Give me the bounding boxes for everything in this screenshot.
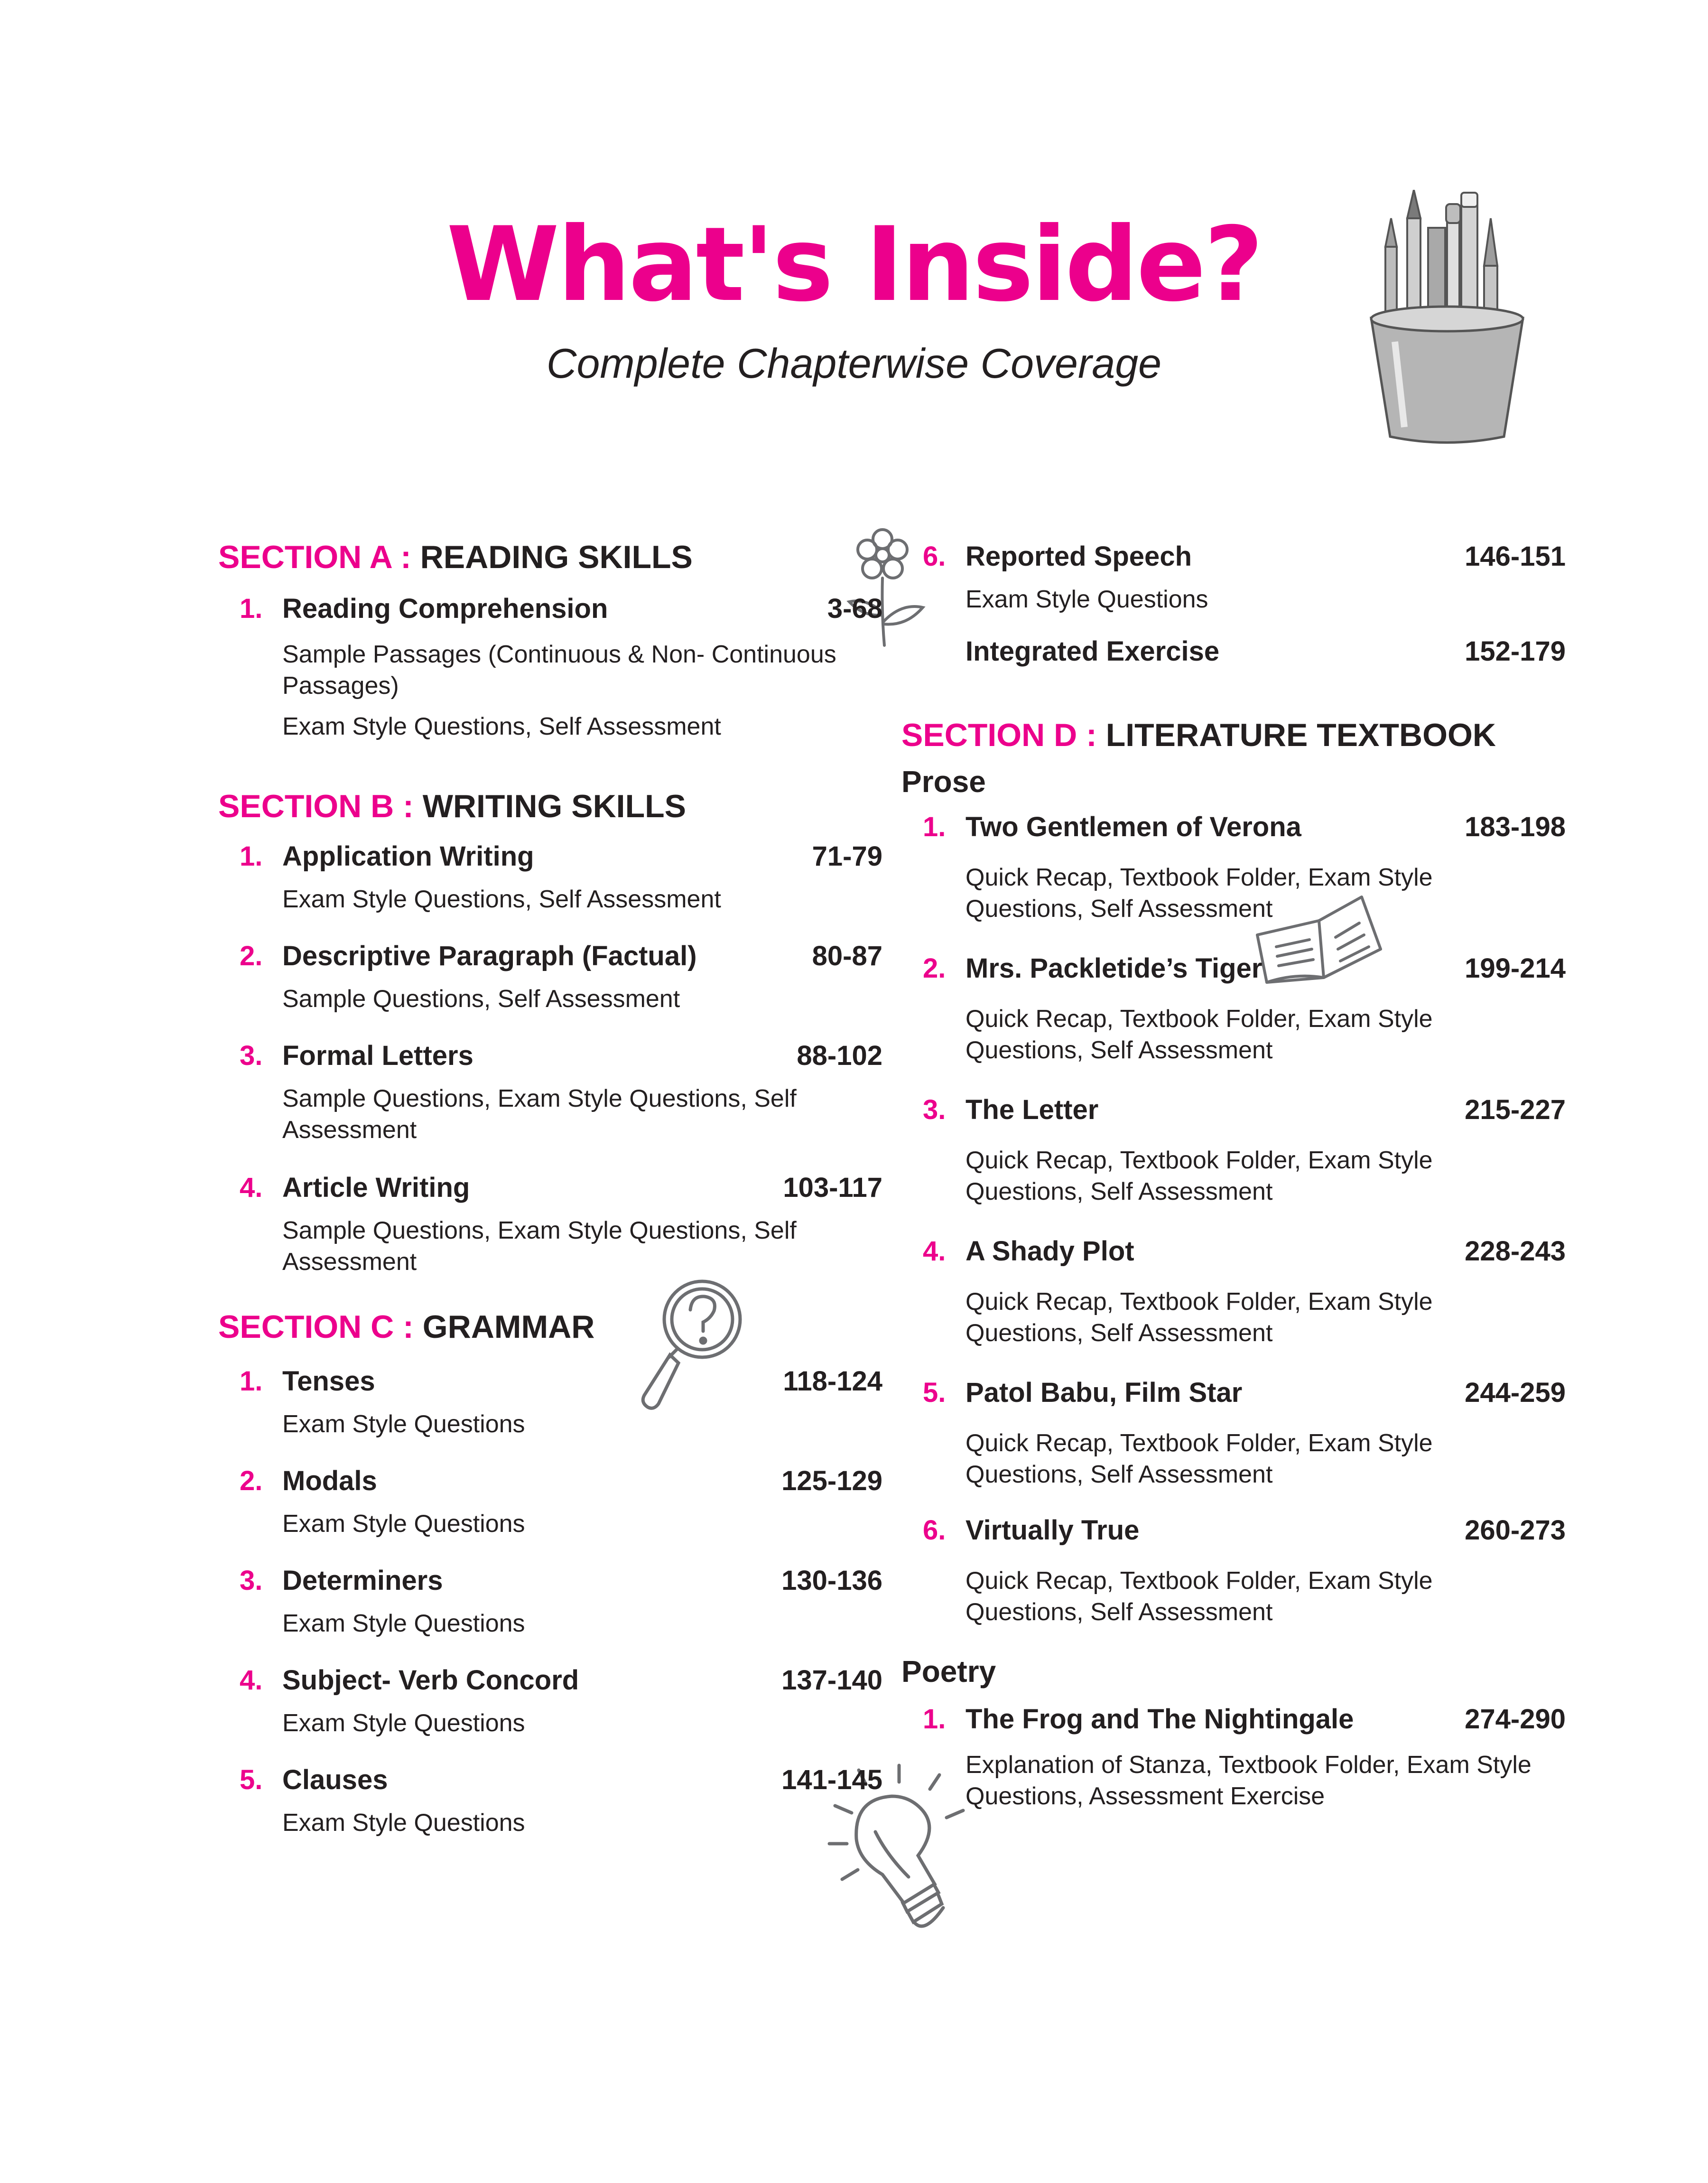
entry-title: Formal Letters — [282, 1040, 473, 1071]
toc-entry[interactable] — [218, 1764, 882, 1838]
entry-number: 3. — [240, 1565, 263, 1596]
entry-title: Subject- Verb Concord — [282, 1665, 579, 1696]
entry-pages: 274-290 — [1465, 1704, 1566, 1735]
toc-entry[interactable] — [218, 1465, 882, 1539]
entry-description: Exam Style Questions — [282, 1809, 525, 1837]
section-a-heading — [218, 541, 693, 573]
entry-title: Reading Comprehension — [282, 593, 608, 624]
section-b-heading — [218, 790, 686, 822]
entry-description: Exam Style Questions — [282, 1610, 525, 1637]
section-a-name: READING SKILLS — [420, 539, 693, 575]
entry-number: 5. — [923, 1377, 946, 1408]
entry-number: 2. — [923, 953, 946, 984]
entry-number: 3. — [240, 1040, 263, 1071]
toc-entry[interactable] — [218, 1366, 882, 1440]
toc-entry[interactable] — [901, 1704, 1566, 1812]
entry-pages: 125-129 — [781, 1465, 882, 1496]
entry-description: Explanation of Stanza, Textbook Folder, Exam Style Questions, Assessment Exercise — [965, 1751, 1532, 1810]
toc-entry[interactable] — [901, 1515, 1566, 1628]
entry-number: 1. — [240, 841, 263, 872]
entry-description: Exam Style Questions — [282, 1410, 525, 1438]
entry-description: Exam Style Questions, Self Assessment — [282, 713, 721, 740]
entry-number: 2. — [240, 1465, 263, 1496]
section-a-prefix: SECTION A : — [218, 539, 411, 575]
entry-title: Integrated Exercise — [965, 636, 1220, 667]
entry-title: Patol Babu, Film Star — [965, 1377, 1243, 1408]
entry-title: Determiners — [282, 1565, 443, 1596]
entry-pages: 152-179 — [1465, 636, 1566, 667]
entry-number: 6. — [923, 541, 946, 572]
entry-title: Article Writing — [282, 1172, 470, 1203]
entry-number: 3. — [923, 1094, 946, 1125]
entry-title: Tenses — [282, 1366, 375, 1397]
entry-number: 5. — [240, 1764, 263, 1795]
entry-number: 1. — [240, 1366, 263, 1397]
entry-pages: 260-273 — [1465, 1515, 1566, 1546]
entry-description: Quick Recap, Textbook Folder, Exam Style Questions, Self Assessment — [965, 1288, 1433, 1347]
entry-pages: 183-198 — [1465, 812, 1566, 842]
section-d-heading — [901, 719, 1496, 751]
entry-description: Quick Recap, Textbook Folder, Exam Style Questions, Self Assessment — [965, 1005, 1433, 1064]
entry-number: 4. — [240, 1665, 263, 1696]
entry-number: 4. — [240, 1172, 263, 1203]
entry-pages: 215-227 — [1465, 1094, 1566, 1125]
entry-pages: 103-117 — [783, 1172, 882, 1203]
entry-number: 4. — [923, 1236, 946, 1267]
entry-description: Quick Recap, Textbook Folder, Exam Style Questions, Self Assessment — [965, 1567, 1433, 1626]
entry-pages: 71-79 — [812, 841, 882, 872]
page-subtitle: Complete Chapterwise Coverage — [546, 340, 1162, 387]
entry-number: 6. — [923, 1515, 946, 1546]
entry-number: 1. — [240, 593, 263, 624]
entry-description: Quick Recap, Textbook Folder, Exam Style Questions, Self Assessment — [965, 1429, 1433, 1488]
section-d-name: LITERATURE TEXTBOOK — [1105, 717, 1496, 753]
entry-pages: 118-124 — [783, 1366, 882, 1397]
entry-description: Exam Style Questions — [965, 586, 1208, 613]
toc-entry[interactable] — [218, 1040, 882, 1146]
toc-entry[interactable] — [901, 1094, 1566, 1207]
section-d-prefix: SECTION D : — [901, 717, 1097, 753]
entry-pages: 146-151 — [1465, 541, 1566, 572]
entry-description: Sample Questions, Self Assessment — [282, 985, 680, 1013]
entry-description: Sample Passages (Continuous & Non- Continuous Passages) — [282, 641, 836, 700]
entry-pages: 141-145 — [781, 1764, 882, 1795]
entry-pages: 199-214 — [1465, 953, 1566, 984]
entry-description: Exam Style Questions — [282, 1709, 525, 1737]
entry-pages: 3-68 — [827, 593, 882, 624]
toc-entry[interactable] — [901, 1377, 1566, 1490]
entry-pages: 130-136 — [781, 1565, 882, 1596]
entry-title: The Frog and The Nightingale — [965, 1704, 1354, 1735]
entry-pages: 137-140 — [781, 1665, 882, 1696]
entry-description: Quick Recap, Textbook Folder, Exam Style Questions, Self Assessment — [965, 864, 1433, 923]
entry-title: Two Gentlemen of Verona — [965, 812, 1301, 842]
toc-entry[interactable] — [901, 636, 1566, 667]
pencil-cup-icon — [1366, 190, 1528, 446]
entry-description: Exam Style Questions, Self Assessment — [282, 886, 721, 913]
entry-title: Descriptive Paragraph (Factual) — [282, 941, 697, 971]
section-c-heading — [218, 1311, 594, 1343]
toc-entry[interactable] — [901, 953, 1566, 1066]
entry-title: Reported Speech — [965, 541, 1192, 572]
toc-entry[interactable] — [901, 812, 1566, 924]
toc-entry[interactable] — [901, 541, 1566, 615]
toc-entry[interactable] — [901, 1236, 1566, 1349]
section-b-name: WRITING SKILLS — [422, 788, 686, 824]
entry-title: Virtually True — [965, 1515, 1140, 1546]
entry-description: Quick Recap, Textbook Folder, Exam Style Questions, Self Assessment — [965, 1147, 1433, 1205]
entry-number: 1. — [923, 1704, 946, 1735]
entry-number: 1. — [923, 812, 946, 842]
entry-title: Mrs. Packletide’s Tiger — [965, 953, 1262, 984]
entry-title: Modals — [282, 1465, 377, 1496]
section-c-name: GRAMMAR — [422, 1309, 595, 1345]
toc-entry[interactable] — [218, 941, 882, 1015]
entry-pages: 228-243 — [1465, 1236, 1566, 1267]
entry-title: Application Writing — [282, 841, 534, 872]
toc-entry[interactable] — [218, 1665, 882, 1739]
entry-description: Sample Questions, Exam Style Questions, Self Assessment — [282, 1085, 797, 1144]
entry-title: The Letter — [965, 1094, 1099, 1125]
section-c-prefix: SECTION C : — [218, 1309, 414, 1345]
poetry-heading: Poetry — [901, 1654, 996, 1689]
entry-description: Exam Style Questions — [282, 1510, 525, 1538]
section-b-prefix: SECTION B : — [218, 788, 414, 824]
entry-description: Sample Questions, Exam Style Questions, Self Assessment — [282, 1217, 797, 1276]
entry-number: 2. — [240, 941, 263, 971]
toc-entry[interactable] — [218, 841, 882, 915]
entry-title: A Shady Plot — [965, 1236, 1134, 1267]
page-title: What's Inside? — [446, 205, 1262, 324]
prose-heading: Prose — [901, 765, 986, 799]
toc-entry[interactable] — [218, 593, 882, 742]
entry-title: Clauses — [282, 1764, 388, 1795]
toc-entry[interactable] — [218, 1172, 882, 1278]
entry-pages: 80-87 — [812, 941, 882, 971]
entry-pages: 88-102 — [797, 1040, 882, 1071]
entry-pages: 244-259 — [1465, 1377, 1566, 1408]
toc-entry[interactable] — [218, 1565, 882, 1639]
